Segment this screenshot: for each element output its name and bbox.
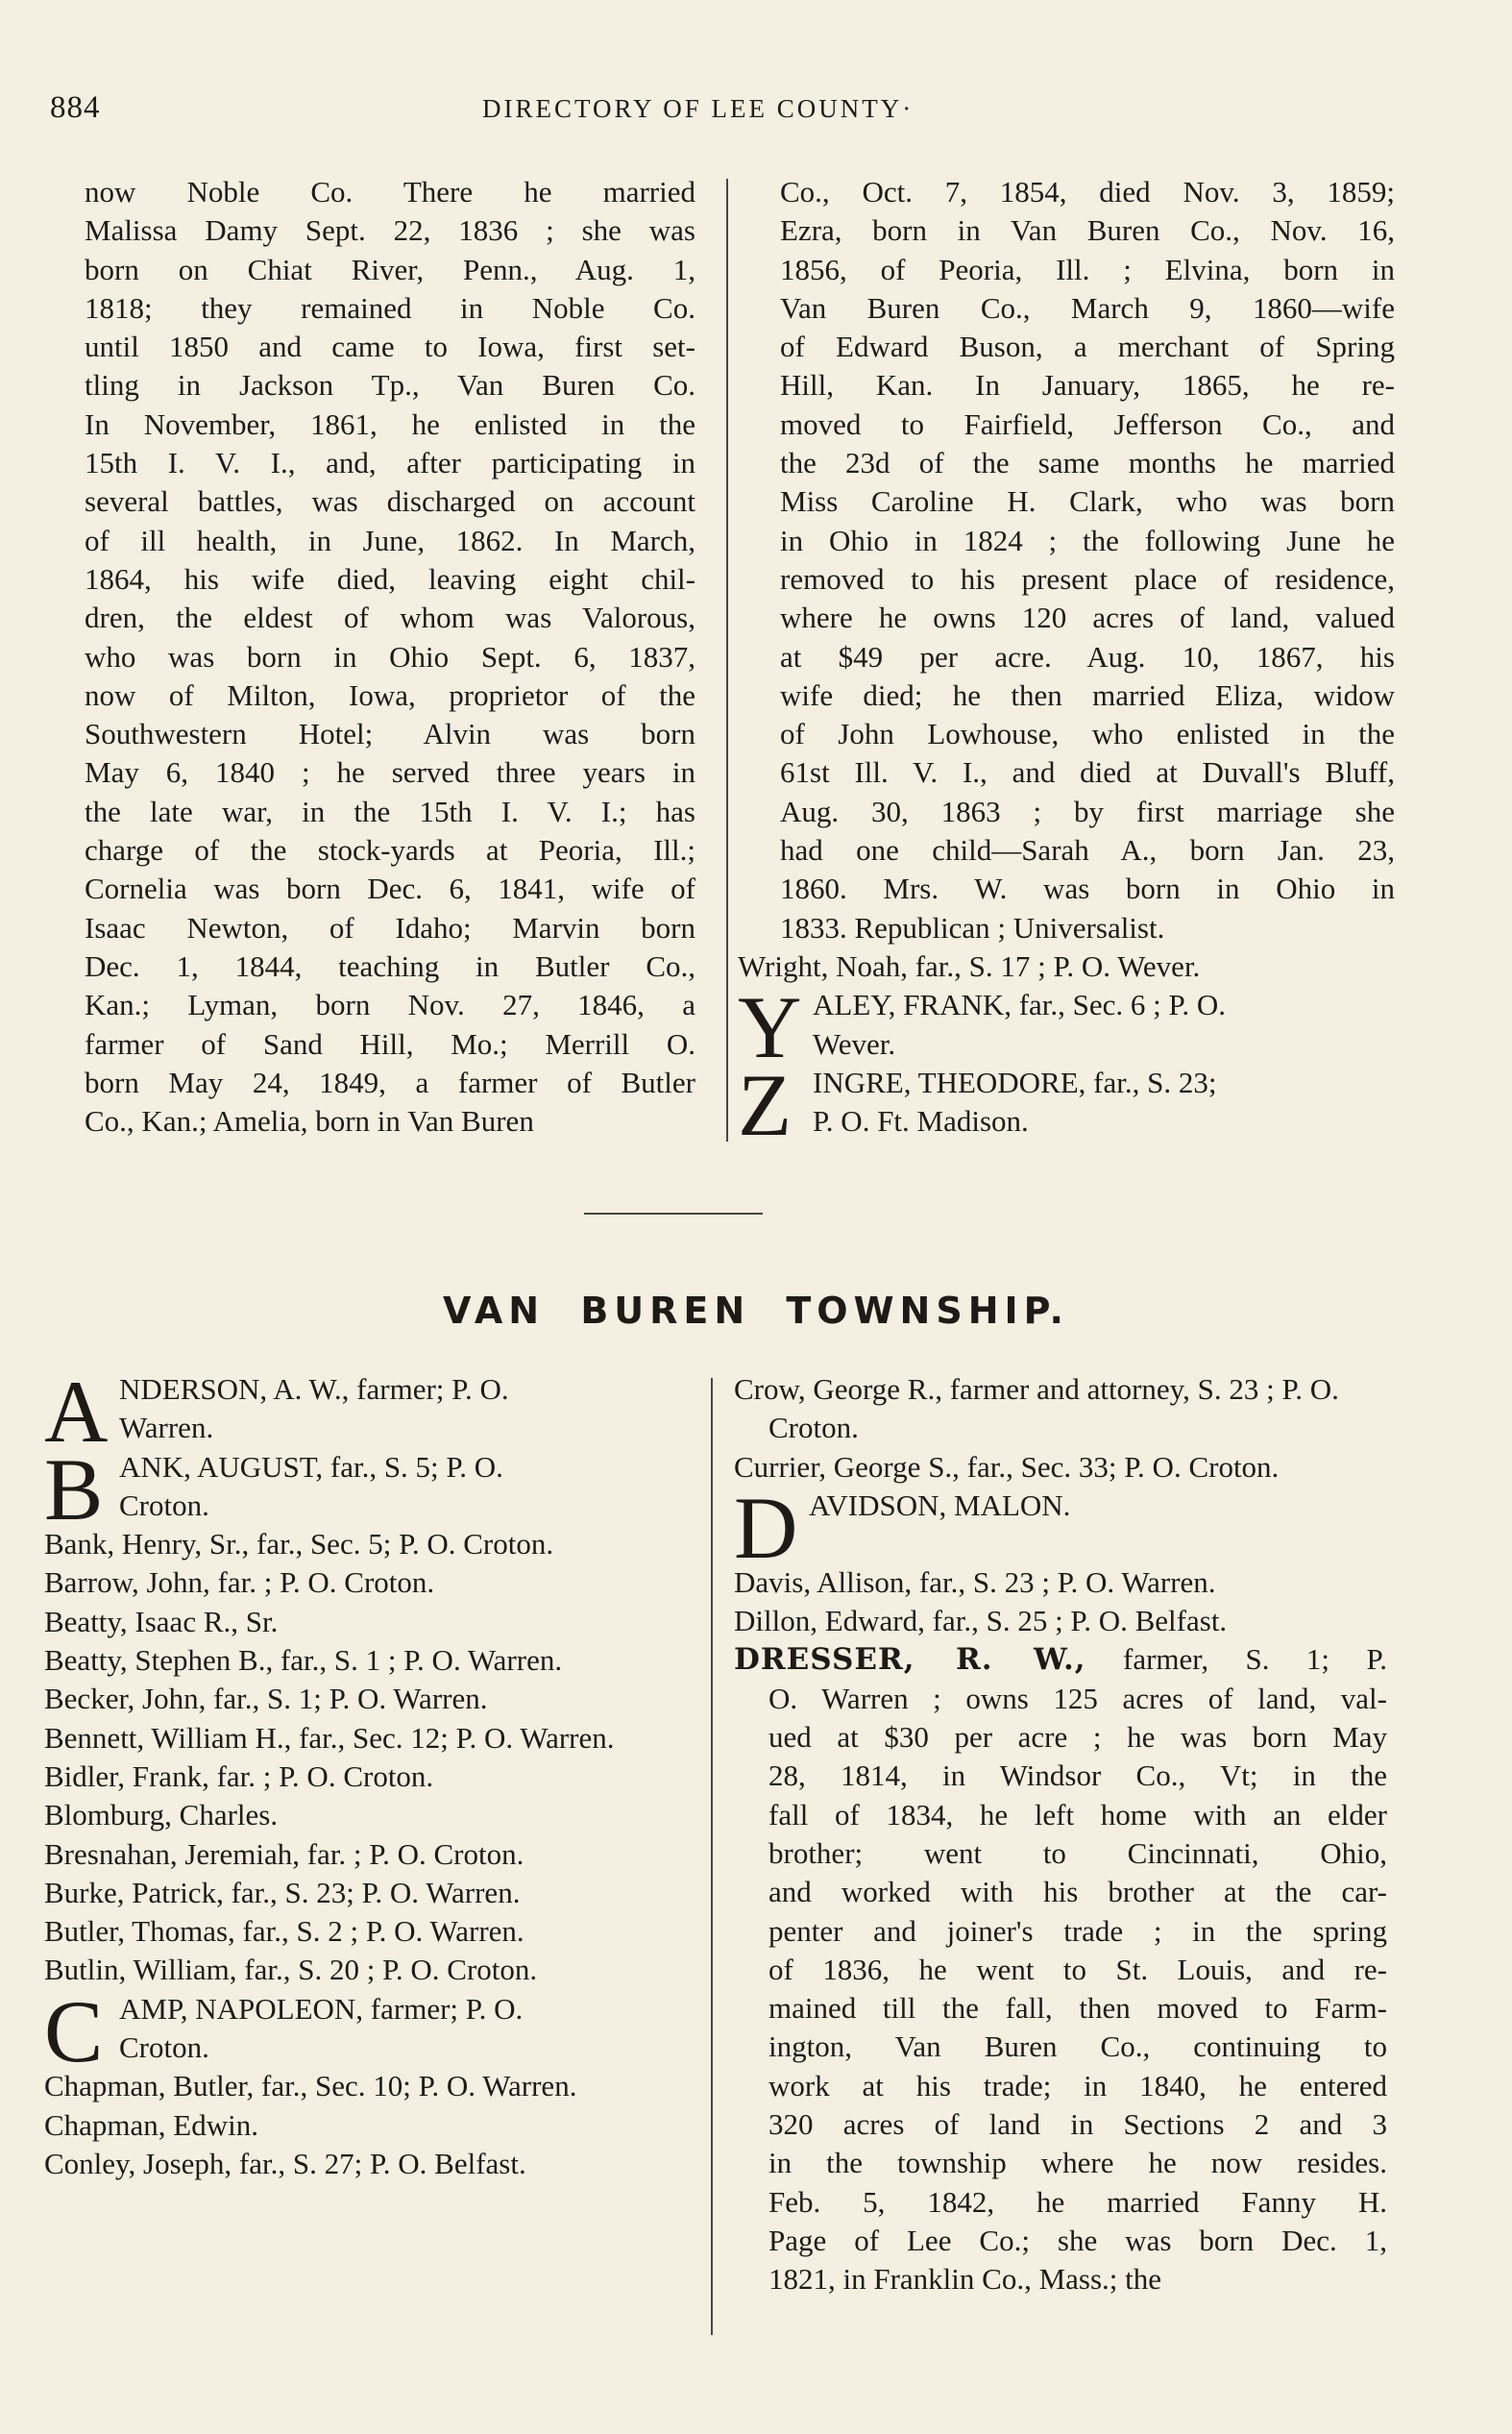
directory-entry: Conley, Joseph, far., S. 27; P. O. Belfast. [44,2146,526,2180]
entry-dresser-line1 [734,1640,1387,1679]
entry-list-d [734,1563,1387,1641]
entry-davidson [734,1478,1387,1577]
biography-line: Hill, Kan. In January, 1865, he re- [780,368,1395,403]
directory-entry: Chapman, Butler, far., Sec. 10; P. O. Warren. [44,2069,577,2103]
directory-entry: Becker, John, far., S. 1; P. O. Warren. [44,1682,488,1716]
section-heading: VAN BUREN TOWNSHIP. [443,1290,1069,1332]
biography-line: in the township where he now resides. [768,2146,1387,2180]
biography-line: where he owns 120 acres of land, valued [780,601,1395,635]
biography-line: Cornelia was born Dec. 6, 1841, wife of [85,872,695,906]
biography-line: farmer of Sand Hill, Mo.; Merrill O. [85,1026,695,1061]
biography-line: work at his trade; in 1840, he entered [768,2068,1387,2102]
biography-line: removed to his present place of residence, [780,561,1395,596]
column-divider-bottom [711,1378,713,2335]
entry-zingre-line2: P. O. Ft. Madison. [813,1104,1029,1139]
directory-entry: Bresnahan, Jeremiah, far. ; P. O. Croton. [44,1836,524,1871]
running-title: DIRECTORY OF LEE COUNTY· [482,94,915,123]
biography-line: moved to Fairfield, Jefferson Co., and [780,406,1395,441]
directory-entry: Barrow, John, far. ; P. O. Croton. [44,1565,435,1600]
entry-yaley-line1: ALEY, FRANK, far., Sec. 6 ; P. O. [813,988,1226,1022]
biography-line: now of Milton, Iowa, proprietor of the [85,677,695,712]
directory-entry: Butler, Thomas, far., S. 2 ; P. O. Warren. [44,1914,524,1949]
entry-yaley [738,978,1401,1077]
directory-entry: Crow, George R., farmer and attorney, S. 23 ; P. O. Croton. [734,1372,1339,1445]
biography-line: Co., Oct. 7, 1854, died Nov. 3, 1859; [780,175,1395,209]
biography-line: of Edward Buson, a merchant of Spring [780,330,1395,364]
drop-cap-z: Z [738,1055,793,1154]
entry-wright: Wright, Noah, far., S. 17 ; P. O. Wever. [738,948,1201,983]
directory-entry: Burke, Patrick, far., S. 23; P. O. Warren. [44,1875,521,1909]
dresser-name: DRESSER, R. W., [734,1642,1086,1678]
entry-camp-line2: Croton. [119,2030,209,2065]
biography-line: who was born in Ohio Sept. 6, 1837, [85,639,695,674]
biography-line: In November, 1861, he enlisted in the [85,406,695,441]
directory-entry: Chapman, Edwin. [44,2107,258,2142]
biography-line: the late war, in the 15th I. V. I.; has [85,794,695,828]
biography-line: Southwestern Hotel; Alvin was born [85,717,695,751]
township-list-left [44,1363,694,2183]
directory-entry: Dillon, Edward, far., S. 25 ; P. O. Belfast. [734,1604,1228,1638]
biography-line: at $49 per acre. Aug. 10, 1867, his [780,639,1395,674]
biography-line: 15th I. V. I., and, after participating in [85,446,695,480]
entry-dresser [734,1640,1387,2299]
directory-entry: Blomburg, Charles. [44,1798,279,1832]
biography-line: Van Buren Co., March 9, 1860—wife [780,290,1395,325]
biography-line: of ill health, in June, 1862. In March, [85,523,695,557]
entry-camp-line1: AMP, NAPOLEON, farmer; P. O. [119,1991,524,2026]
directory-entry: Beatty, Isaac R., Sr. [44,1604,279,1638]
entry-zingre [738,1055,1401,1154]
entry-list-c-continued [734,1370,1387,1487]
biography-line: Aug. 30, 1863 ; by first marriage she [780,794,1395,828]
entry-bank-august [44,1439,694,1538]
biography-line: and worked with his brother at the car- [768,1875,1387,1909]
biography-line: 1833. Republican ; Universalist. [780,910,1165,945]
page-header [50,90,1462,133]
biography-line: until 1850 and came to Iowa, first set- [85,330,695,364]
entry-anderson [44,1363,694,1461]
drop-cap-y: Y [738,978,802,1077]
biography-line: Feb. 5, 1842, he married Fanny H. [768,2184,1387,2219]
biography-line: brother; went to Cincinnati, Ohio, [768,1835,1387,1870]
biography-line: ington, Van Buren Co., continuing to [768,2029,1387,2064]
biography-line: 61st Ill. V. I., and died at Duvall's Bluff, [780,755,1395,790]
biography-line: ued at $30 per acre ; he was born May [768,1720,1387,1755]
biography-line: 320 acres of land in Sections 2 and 3 [768,2107,1387,2142]
directory-entry: Butlin, William, far., S. 20 ; P. O. Croton. [44,1953,538,1987]
biography-line: born on Chiat River, Penn., Aug. 1, [85,252,695,286]
biography-line: fall of 1834, he left home with an elder [768,1797,1387,1832]
drop-cap-d: D [734,1478,798,1577]
biography-line: Isaac Newton, of Idaho; Marvin born [85,910,695,945]
biography-line: Miss Caroline H. Clark, who was born [780,484,1395,519]
entry-camp [44,1981,694,2080]
biography-line: Co., Kan.; Amelia, born in Van Buren [85,1104,534,1139]
directory-entry: Beatty, Stephen B., far., S. 1 ; P. O. Warren. [44,1643,563,1678]
biography-line: 1860. Mrs. W. was born in Ohio in [780,872,1395,906]
entry-list-c [44,2067,694,2183]
biography-line: the 23d of the same months he married [780,446,1395,480]
directory-entry: Bank, Henry, Sr., far., Sec. 5; P. O. Croton. [44,1527,554,1561]
biography-line: dren, the eldest of whom was Valorous, [85,601,695,635]
directory-entry: Bennett, William H., far., Sec. 12; P. O. Warren. [44,1720,615,1755]
entry-anderson-line1: NDERSON, A. W., farmer; P. O. [119,1372,509,1406]
biography-line: several battles, was discharged on account [85,484,695,519]
section-divider [584,1213,763,1215]
biography-line: Page of Lee Co.; she was born Dec. 1, [768,2223,1387,2257]
biography-line: 28, 1814, in Windsor Co., Vt; in the [768,1758,1387,1793]
township-list-right [734,1370,1387,2299]
biography-line: mained till the fall, then moved to Farm- [768,1991,1387,2026]
entry-bank-august-line2: Croton. [119,1487,209,1522]
biography-continuation [738,173,1395,947]
biography-line: charge of the stock-yards at Peoria, Ill.; [85,833,695,868]
entry-zingre-line1: INGRE, THEODORE, far., S. 23; [813,1065,1217,1099]
entry-davidson-line1: AVIDSON, MALON. [809,1487,1071,1522]
entry-anderson-line2: Warren. [119,1411,214,1445]
biography-line: 1818; they remained in Noble Co. [85,290,695,325]
biography-line: in Ohio in 1824 ; the following June he [780,523,1395,557]
biography-column-right [738,173,1401,1154]
entry-yaley-line2: Wever. [813,1026,896,1061]
drop-cap-a: A [44,1363,109,1461]
drop-cap-c: C [44,1981,104,2080]
biography-line: May 6, 1840 ; he served three years in [85,755,695,790]
directory-entry: Bidler, Frank, far. ; P. O. Croton. [44,1758,434,1793]
biography-column-left [85,173,695,1141]
biography-line: born May 24, 1849, a farmer of Butler [85,1065,695,1099]
biography-line: 1864, his wife died, leaving eight chil- [85,561,695,596]
biography-line: wife died; he then married Eliza, widow [780,677,1395,712]
biography-line: of John Lowhouse, who enlisted in the [780,717,1395,751]
dresser-first-line: farmer, S. 1; P. [1123,1642,1388,1677]
biography-line: 1821, in Franklin Co., Mass.; the [768,2262,1162,2297]
page-number: 884 [50,90,101,125]
biography-line: O. Warren ; owns 125 acres of land, val- [768,1681,1387,1715]
biography-line: tling in Jackson Tp., Van Buren Co. [85,368,695,403]
dresser-biography [734,1680,1387,2299]
directory-entry: Currier, George S., far., Sec. 33; P. O. Croton. [734,1449,1280,1484]
biography-line: 1856, of Peoria, Ill. ; Elvina, born in [780,252,1395,286]
column-divider-top [726,179,728,1142]
biography-line: penter and joiner's trade ; in the spring [768,1913,1387,1948]
biography-line: now Noble Co. There he married [85,175,695,209]
drop-cap-b: B [44,1439,104,1538]
directory-entry: Davis, Allison, far., S. 23 ; P. O. Warren. [734,1564,1216,1599]
biography-line: Kan.; Lyman, born Nov. 27, 1846, a [85,988,695,1022]
biography-line: Ezra, born in Van Buren Co., Nov. 16, [780,213,1395,248]
biography-line: Dec. 1, 1844, teaching in Butler Co., [85,948,695,983]
biography-line: had one child—Sarah A., born Jan. 23, [780,833,1395,868]
entry-bank-august-line1: ANK, AUGUST, far., S. 5; P. O. [119,1449,503,1484]
biography-line: of 1836, he went to St. Louis, and re- [768,1952,1387,1986]
entry-list-b [44,1525,694,1990]
biography-line: Malissa Damy Sept. 22, 1836 ; she was [85,213,695,248]
